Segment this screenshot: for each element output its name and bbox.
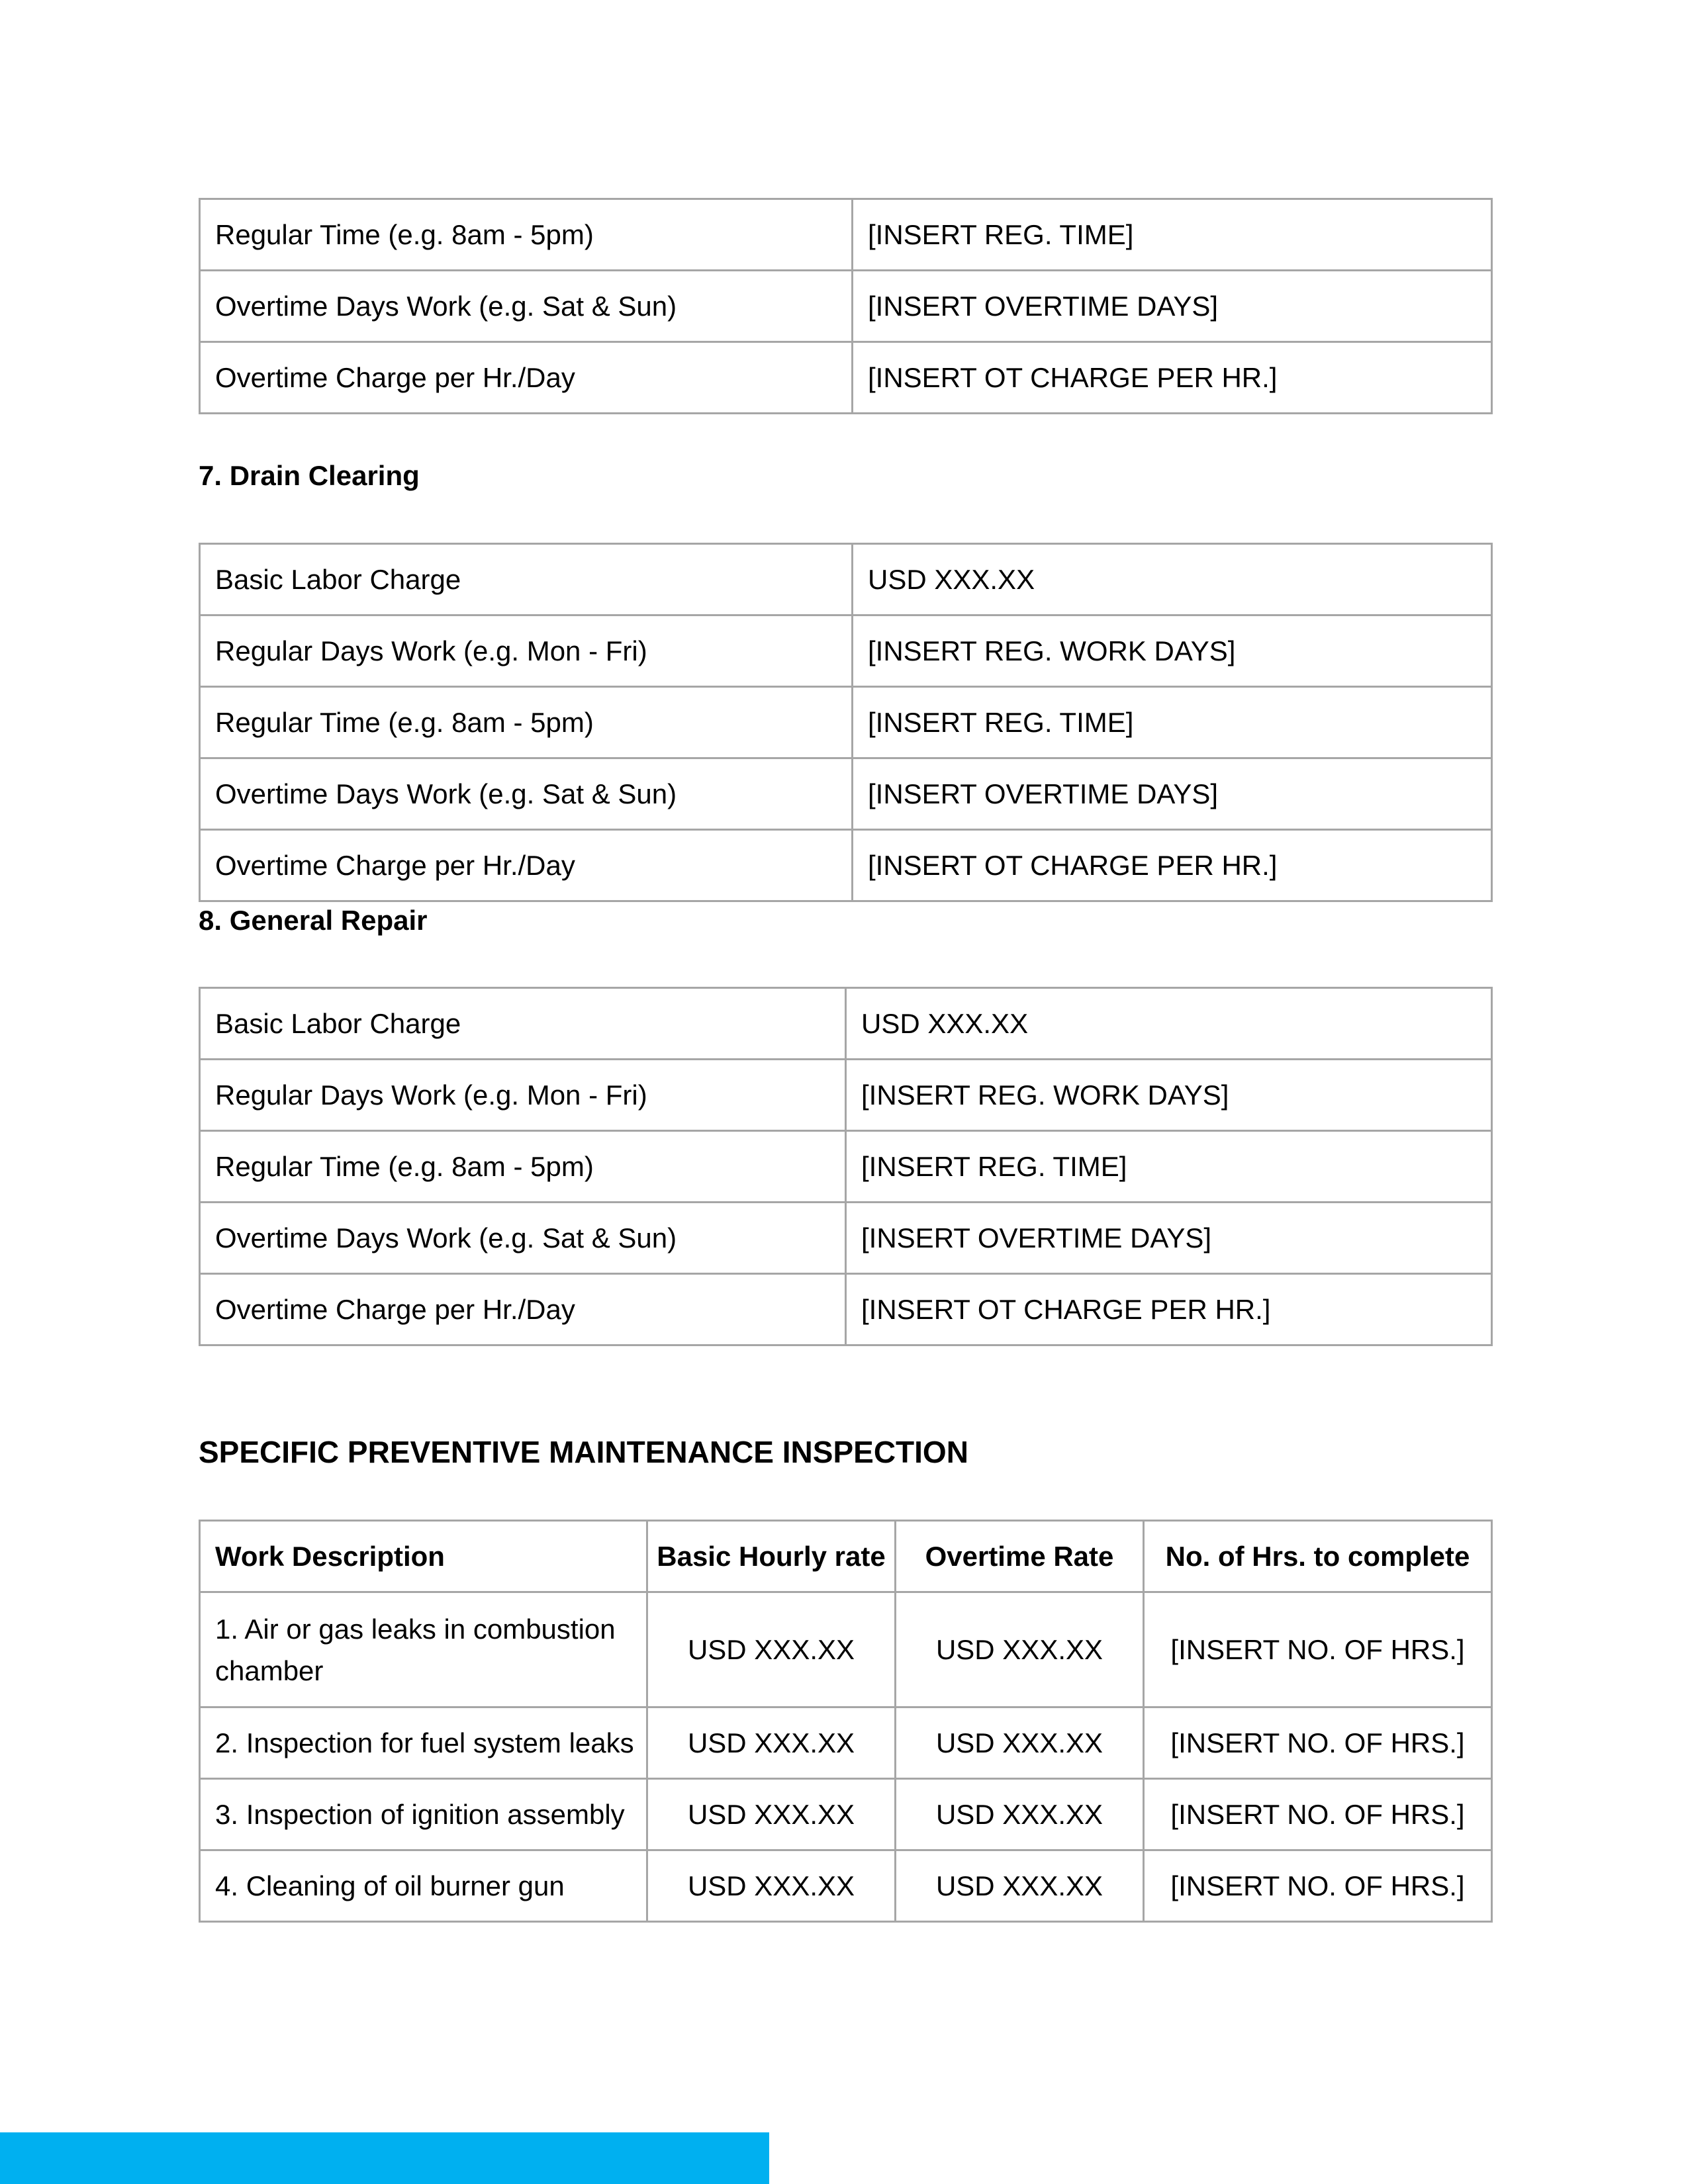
work-description: 2. Inspection for fuel system leaks: [200, 1707, 647, 1779]
table-row: [200, 830, 1492, 901]
table-row: [200, 1850, 1492, 1922]
column-header-basic-rate: Basic Hourly rate: [647, 1521, 896, 1592]
row-value: [INSERT REG. WORK DAYS]: [853, 615, 1492, 687]
table-row: [200, 1131, 1492, 1203]
row-label: Regular Days Work (e.g. Mon - Fri): [200, 1060, 846, 1131]
table-row: [200, 1274, 1492, 1345]
table-row: [200, 1707, 1492, 1779]
row-label: Overtime Charge per Hr./Day: [200, 342, 853, 414]
row-value: USD XXX.XX: [846, 988, 1492, 1060]
table-row: [200, 544, 1492, 615]
section-8-heading: 8. General Repair: [199, 905, 428, 936]
row-value: [INSERT REG. TIME]: [853, 687, 1492, 758]
drain-clearing-table: [199, 543, 1493, 902]
column-header-work-description: Work Description: [200, 1521, 647, 1592]
overtime-rate: USD XXX.XX: [896, 1850, 1144, 1922]
general-repair-table: [199, 987, 1493, 1346]
column-header-hours: No. of Hrs. to complete: [1144, 1521, 1492, 1592]
row-value: [INSERT OVERTIME DAYS]: [853, 758, 1492, 830]
table-row: [200, 615, 1492, 687]
row-label: Basic Labor Charge: [200, 988, 846, 1060]
section-7-heading: 7. Drain Clearing: [199, 460, 420, 491]
basic-rate: USD XXX.XX: [647, 1707, 896, 1779]
table-row: [200, 758, 1492, 830]
row-label: Regular Time (e.g. 8am - 5pm): [200, 1131, 846, 1203]
row-value: [INSERT REG. WORK DAYS]: [846, 1060, 1492, 1131]
hours-to-complete: [INSERT NO. OF HRS.]: [1144, 1707, 1492, 1779]
row-value: USD XXX.XX: [853, 544, 1492, 615]
table-header-row: [200, 1521, 1492, 1592]
row-label: Overtime Days Work (e.g. Sat & Sun): [200, 758, 853, 830]
row-value: [INSERT OVERTIME DAYS]: [853, 271, 1492, 342]
table-row: [200, 988, 1492, 1060]
work-description: 4. Cleaning of oil burner gun: [200, 1850, 647, 1922]
overtime-rate: USD XXX.XX: [896, 1592, 1144, 1707]
work-description: 1. Air or gas leaks in combustion chamber: [200, 1592, 647, 1707]
row-value: [INSERT REG. TIME]: [846, 1131, 1492, 1203]
row-value: [INSERT OT CHARGE PER HR.]: [853, 830, 1492, 901]
column-header-overtime-rate: Overtime Rate: [896, 1521, 1144, 1592]
work-description: 3. Inspection of ignition assembly: [200, 1779, 647, 1850]
table-row: [200, 687, 1492, 758]
table-row: [200, 1779, 1492, 1850]
table-row: [200, 1060, 1492, 1131]
row-value: [INSERT REG. TIME]: [853, 199, 1492, 271]
row-label: Basic Labor Charge: [200, 544, 853, 615]
overtime-continuation-table: [199, 198, 1493, 414]
row-value: [INSERT OT CHARGE PER HR.]: [846, 1274, 1492, 1345]
table-row: [200, 342, 1492, 414]
table-row: [200, 1203, 1492, 1274]
basic-rate: USD XXX.XX: [647, 1592, 896, 1707]
row-label: Overtime Charge per Hr./Day: [200, 1274, 846, 1345]
row-label: Regular Days Work (e.g. Mon - Fri): [200, 615, 853, 687]
row-label: Overtime Days Work (e.g. Sat & Sun): [200, 1203, 846, 1274]
hours-to-complete: [INSERT NO. OF HRS.]: [1144, 1779, 1492, 1850]
row-value: [INSERT OVERTIME DAYS]: [846, 1203, 1492, 1274]
basic-rate: USD XXX.XX: [647, 1850, 896, 1922]
table-row: [200, 1592, 1492, 1707]
overtime-rate: USD XXX.XX: [896, 1707, 1144, 1779]
row-value: [INSERT OT CHARGE PER HR.]: [853, 342, 1492, 414]
maintenance-heading: SPECIFIC PREVENTIVE MAINTENANCE INSPECTION: [199, 1435, 968, 1469]
row-label: Regular Time (e.g. 8am - 5pm): [200, 687, 853, 758]
basic-rate: USD XXX.XX: [647, 1779, 896, 1850]
row-label: Overtime Days Work (e.g. Sat & Sun): [200, 271, 853, 342]
table-row: [200, 199, 1492, 271]
footer-accent-bar: [0, 2132, 769, 2184]
hours-to-complete: [INSERT NO. OF HRS.]: [1144, 1592, 1492, 1707]
table-row: [200, 271, 1492, 342]
row-label: Regular Time (e.g. 8am - 5pm): [200, 199, 853, 271]
hours-to-complete: [INSERT NO. OF HRS.]: [1144, 1850, 1492, 1922]
overtime-rate: USD XXX.XX: [896, 1779, 1144, 1850]
maintenance-table: [199, 1520, 1493, 1923]
row-label: Overtime Charge per Hr./Day: [200, 830, 853, 901]
